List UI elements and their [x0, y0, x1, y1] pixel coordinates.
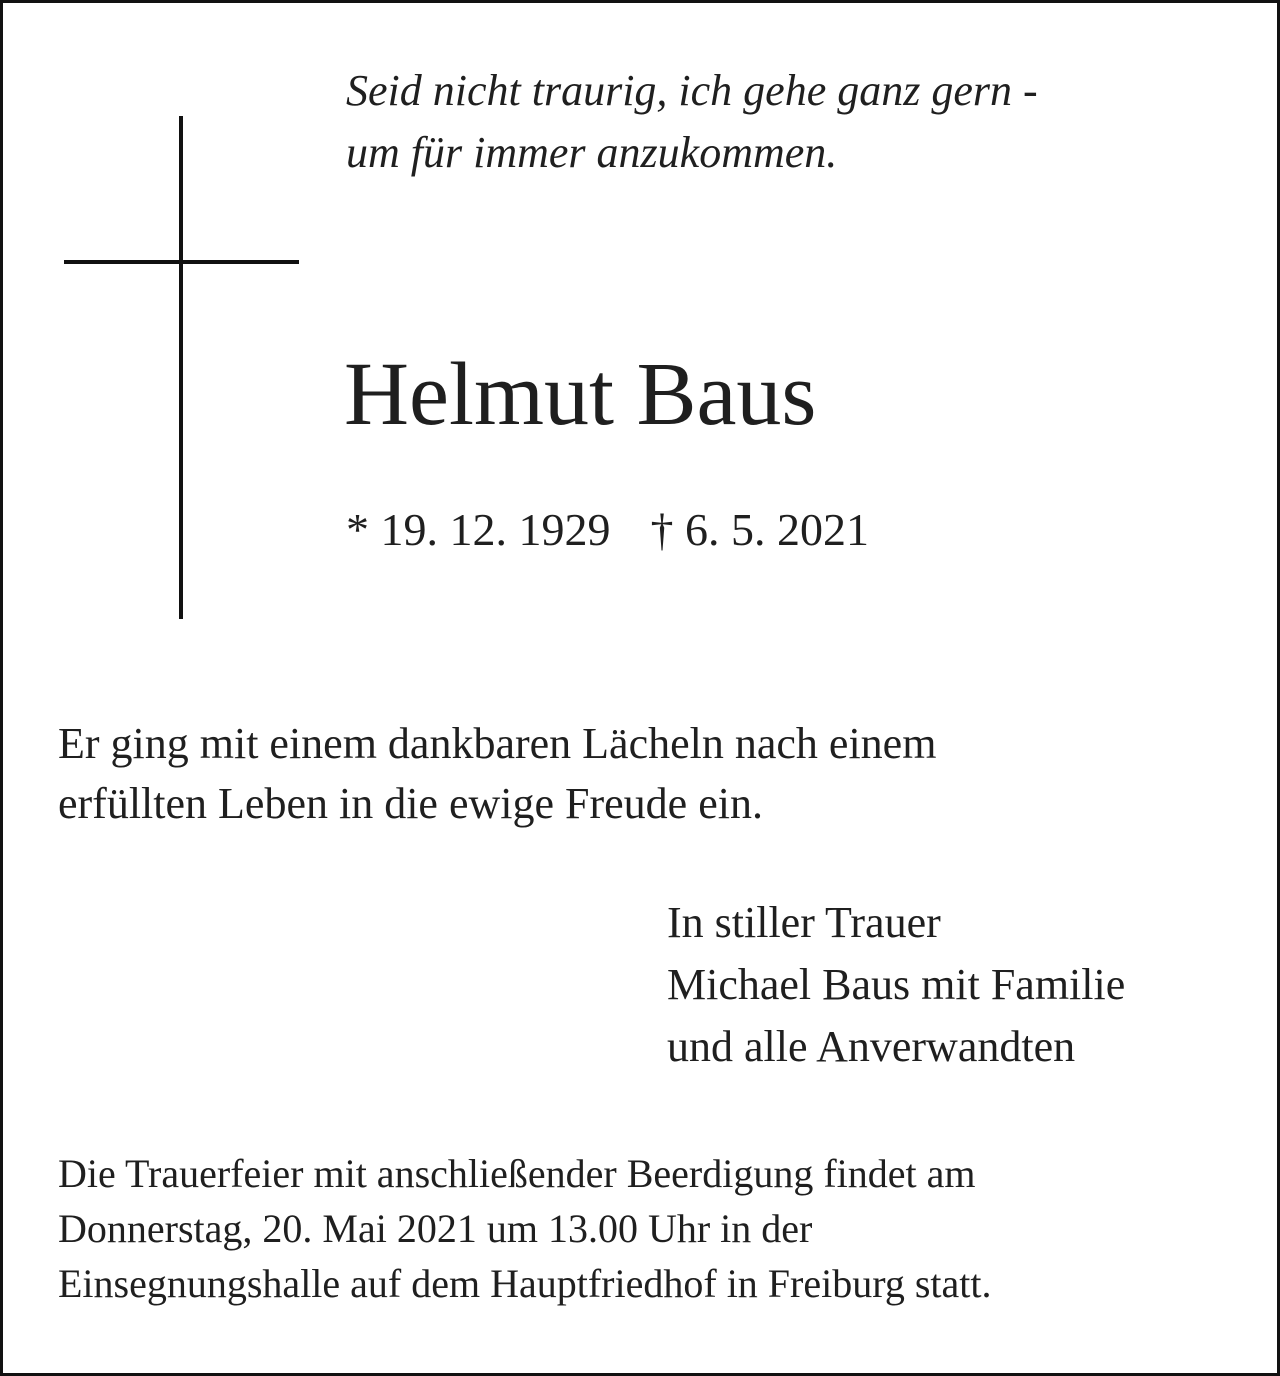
funeral-notice — [58, 1146, 992, 1311]
tribute-text — [58, 714, 936, 834]
mourners-signature — [667, 892, 1125, 1078]
deceased-name: Helmut Baus — [344, 345, 817, 444]
death-date: † 6. 5. 2021 — [650, 504, 869, 555]
notice-line-2: Donnerstag, 20. Mai 2021 um 13.00 Uhr in der — [58, 1206, 813, 1251]
cross-horizontal-bar — [64, 260, 299, 264]
birth-date: * 19. 12. 1929 — [346, 504, 611, 555]
motto-quote — [346, 60, 1038, 184]
life-dates — [346, 502, 869, 558]
mourners-line-3: und alle Anverwandten — [667, 1022, 1076, 1071]
motto-line-1: Seid nicht traurig, ich gehe ganz gern - — [346, 66, 1038, 115]
mourners-line-2: Michael Baus mit Familie — [667, 960, 1126, 1009]
tribute-line-1: Er ging mit einem dankbaren Lächeln nach einem — [58, 719, 937, 768]
mourners-line-1: In stiller Trauer — [667, 898, 941, 947]
cross-vertical-bar — [179, 116, 183, 619]
motto-line-2: um für immer anzukommen. — [346, 128, 838, 177]
tribute-line-2: erfüllten Leben in die ewige Freude ein. — [58, 779, 763, 828]
notice-line-3: Einsegnungshalle auf dem Hauptfriedhof in Freiburg statt. — [58, 1261, 992, 1306]
notice-line-1: Die Trauerfeier mit anschließender Beerdigung findet am — [58, 1151, 976, 1196]
